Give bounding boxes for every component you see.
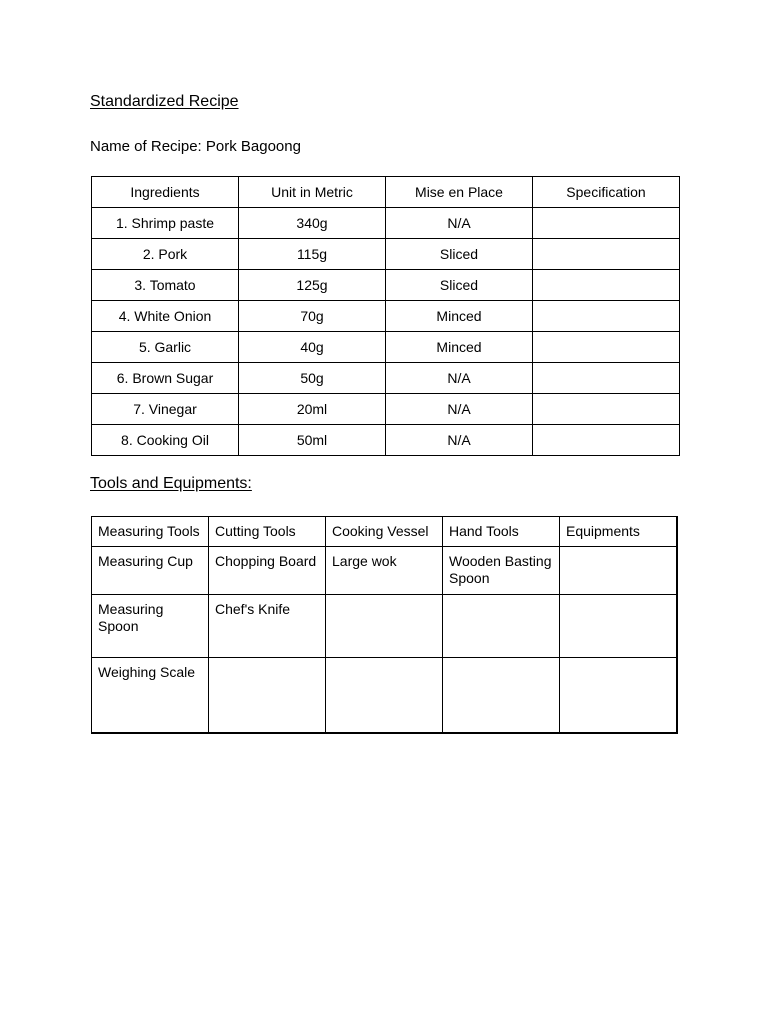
ingredient-cell: 6. Brown Sugar [92, 363, 239, 394]
measuring-tool-cell: Weighing Scale [92, 658, 209, 734]
unit-cell: 70g [239, 301, 386, 332]
column-header-specification: Specification [533, 177, 680, 208]
ingredient-cell: 1. Shrimp paste [92, 208, 239, 239]
measuring-tool-cell: Measuring Spoon [92, 595, 209, 658]
column-header-equipments: Equipments [560, 517, 677, 547]
measuring-tool-cell: Measuring Cup [92, 547, 209, 595]
column-header-cooking-vessel: Cooking Vessel [326, 517, 443, 547]
mise-en-place-cell: Minced [386, 332, 533, 363]
column-header-unit-in-metric: Unit in Metric [239, 177, 386, 208]
recipe-name: Name of Recipe: Pork Bagoong [90, 138, 301, 155]
unit-cell: 115g [239, 239, 386, 270]
table-row [92, 239, 680, 270]
unit-cell: 50ml [239, 425, 386, 456]
table-row [92, 301, 680, 332]
mise-en-place-cell: Sliced [386, 270, 533, 301]
tools-header-row [92, 517, 677, 547]
page-title: Standardized Recipe [90, 93, 239, 110]
table-row [92, 547, 677, 595]
ingredient-cell: 2. Pork [92, 239, 239, 270]
unit-cell: 40g [239, 332, 386, 363]
tools-section-heading: Tools and Equipments: [90, 475, 252, 492]
column-header-cutting-tools: Cutting Tools [209, 517, 326, 547]
equipment-cell [560, 658, 677, 734]
ingredient-cell: 5. Garlic [92, 332, 239, 363]
cooking-vessel-cell [326, 658, 443, 734]
column-header-mise-en-place: Mise en Place [386, 177, 533, 208]
hand-tool-cell [443, 595, 560, 658]
ingredient-cell: 3. Tomato [92, 270, 239, 301]
cooking-vessel-cell [326, 595, 443, 658]
cutting-tool-cell: Chopping Board [209, 547, 326, 595]
table-row [92, 208, 680, 239]
specification-cell [533, 363, 680, 394]
table-row [92, 332, 680, 363]
unit-cell: 340g [239, 208, 386, 239]
cooking-vessel-cell: Large wok [326, 547, 443, 595]
unit-cell: 50g [239, 363, 386, 394]
ingredient-cell: 7. Vinegar [92, 394, 239, 425]
table-row [92, 658, 677, 734]
specification-cell [533, 332, 680, 363]
table-row [92, 394, 680, 425]
table-row [92, 363, 680, 394]
specification-cell [533, 239, 680, 270]
mise-en-place-cell: N/A [386, 425, 533, 456]
cutting-tool-cell [209, 658, 326, 734]
mise-en-place-cell: N/A [386, 363, 533, 394]
column-header-hand-tools: Hand Tools [443, 517, 560, 547]
equipment-cell [560, 547, 677, 595]
equipment-cell [560, 595, 677, 658]
column-header-measuring-tools: Measuring Tools [92, 517, 209, 547]
ingredient-cell: 8. Cooking Oil [92, 425, 239, 456]
unit-cell: 20ml [239, 394, 386, 425]
table-row [92, 595, 677, 658]
specification-cell [533, 270, 680, 301]
hand-tool-cell: Wooden Basting Spoon [443, 547, 560, 595]
mise-en-place-cell: N/A [386, 394, 533, 425]
mise-en-place-cell: N/A [386, 208, 533, 239]
ingredient-cell: 4. White Onion [92, 301, 239, 332]
mise-en-place-cell: Minced [386, 301, 533, 332]
ingredients-table [91, 176, 680, 456]
column-header-ingredients: Ingredients [92, 177, 239, 208]
specification-cell [533, 394, 680, 425]
ingredients-header-row [92, 177, 680, 208]
specification-cell [533, 208, 680, 239]
hand-tool-cell [443, 658, 560, 734]
table-row [92, 425, 680, 456]
specification-cell [533, 301, 680, 332]
table-row [92, 270, 680, 301]
mise-en-place-cell: Sliced [386, 239, 533, 270]
cutting-tool-cell: Chef's Knife [209, 595, 326, 658]
unit-cell: 125g [239, 270, 386, 301]
specification-cell [533, 425, 680, 456]
tools-table [91, 516, 678, 734]
